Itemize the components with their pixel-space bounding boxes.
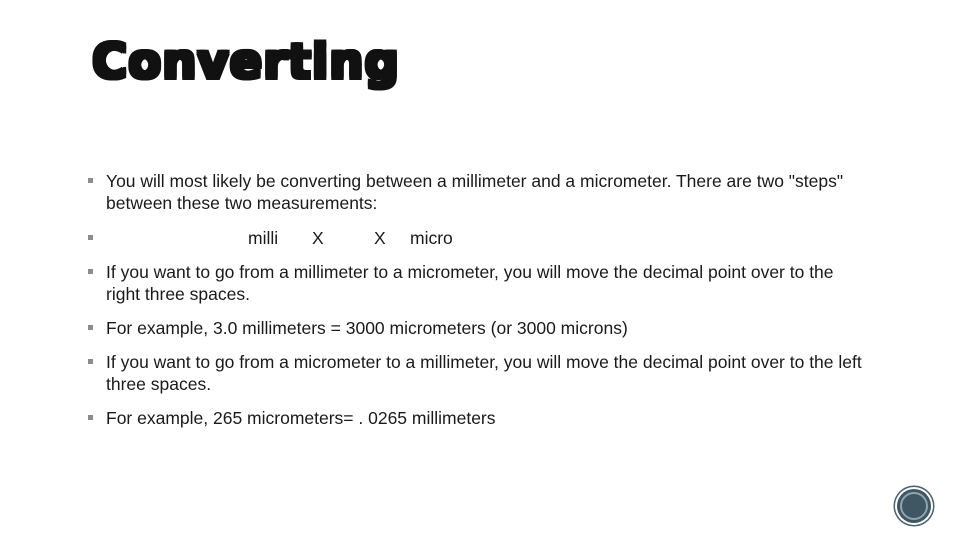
bullet-text: If you want to go from a millimeter to a micrometer, you will move the decimal point over to the right three spaces.: [106, 262, 834, 304]
bullet-marker: [88, 415, 93, 420]
bullet-list: [88, 170, 868, 429]
bullet-text: If you want to go from a micrometer to a millimeter, you will move the decimal point over to the left three spaces.: [106, 352, 862, 394]
circle-nav-inner-ring: [900, 492, 928, 520]
bullet-text: For example, 3.0 millimeters = 3000 micrometers (or 3000 microns): [106, 318, 628, 338]
bullet-marker: [88, 359, 93, 364]
bullet-item: [88, 407, 868, 429]
slide-title: Converting: [92, 34, 400, 90]
bullet-marker: [88, 178, 93, 183]
step-2-label: X: [374, 228, 386, 248]
bullet-item-steps: [88, 227, 868, 249]
bullet-item: [88, 317, 868, 339]
conversion-steps: [88, 227, 588, 249]
bullet-item: [88, 351, 868, 395]
step-end-label: micro: [410, 228, 453, 248]
bullet-marker: [88, 325, 93, 330]
bullet-item: [88, 261, 868, 305]
bullet-text: For example, 265 micrometers= . 0265 millimeters: [106, 408, 496, 428]
bullet-text: You will most likely be converting between a millimeter and a micrometer. There are two "steps" between these two measurements:: [106, 171, 844, 213]
bullet-marker: [88, 269, 93, 274]
step-start-label: milli: [248, 228, 279, 248]
step-1-label: X: [312, 228, 324, 248]
bullet-item: [88, 170, 868, 214]
circle-nav-icon[interactable]: [897, 489, 931, 523]
